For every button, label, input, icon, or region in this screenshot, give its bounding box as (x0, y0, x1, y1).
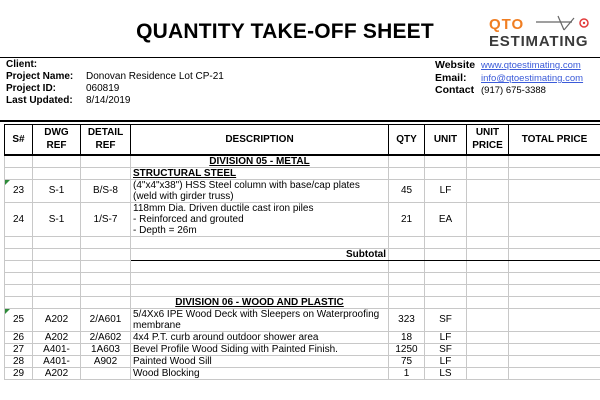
row-description: Wood Blocking (131, 367, 389, 379)
row-sno: 27 (5, 343, 33, 355)
row-dwg-ref: A202 (33, 331, 81, 343)
table-row[interactable] (5, 367, 600, 379)
structural-steel-heading: STRUCTURAL STEEL (131, 167, 389, 179)
table-row[interactable] (5, 355, 600, 367)
row-unit: LF (425, 179, 467, 202)
website-label: Website (435, 59, 476, 71)
row-total-price[interactable] (509, 179, 600, 202)
desc-line: - Reinforced and grouted (133, 213, 244, 225)
table-header-row (5, 125, 600, 155)
empty-row (5, 284, 600, 296)
row-sno: 23 (5, 179, 33, 202)
sheet-title: QUANTITY TAKE-OFF SHEET (136, 20, 434, 43)
row-description (131, 308, 389, 331)
row-qty: 1 (389, 367, 425, 379)
row-qty: 323 (389, 308, 425, 331)
row-unit-price[interactable] (467, 367, 509, 379)
table-row[interactable] (5, 202, 600, 236)
takeoff-table (4, 124, 600, 380)
empty-row (5, 236, 600, 248)
row-qty: 1250 (389, 343, 425, 355)
row-detail-ref: 2/A601 (81, 308, 131, 331)
row-unit: LS (425, 367, 467, 379)
row-total-price[interactable] (509, 367, 600, 379)
row-unit: EA (425, 202, 467, 236)
row-unit-price[interactable] (467, 308, 509, 331)
empty-row (5, 272, 600, 284)
row-qty: 75 (389, 355, 425, 367)
table-row[interactable] (5, 179, 600, 202)
desc-line: 5/4Xx6 IPE Wood Deck with Sleepers on Waterproofing (133, 308, 380, 320)
logo-text-estimating: ESTIMATING (489, 33, 589, 50)
col-header-unit-price: UNIT PRICE (467, 125, 509, 155)
row-dwg-ref: A401- (33, 355, 81, 367)
row-total-price[interactable] (509, 355, 600, 367)
row-detail-ref: 1A603 (81, 343, 131, 355)
row-detail-ref (81, 367, 131, 379)
row-description (131, 202, 389, 236)
email-link[interactable]: info@qtoestimating.com (481, 73, 584, 84)
row-unit: LF (425, 331, 467, 343)
email-label: Email: (435, 72, 467, 84)
last-updated-label: Last Updated: (6, 95, 73, 106)
row-unit-price[interactable] (467, 331, 509, 343)
subtotal-value[interactable] (509, 248, 600, 260)
row-sno: 29 (5, 367, 33, 379)
row-unit-price[interactable] (467, 355, 509, 367)
table-row[interactable] (5, 331, 600, 343)
division-05-heading: DIVISION 05 - METAL (131, 155, 389, 168)
desc-line: 118mm Dia. Driven ductile cast iron piles (133, 202, 314, 214)
last-updated-value: 8/14/2019 (86, 95, 131, 106)
row-total-price[interactable] (509, 308, 600, 331)
col-header-qty: QTY (389, 125, 425, 155)
row-description: 4x4 P.T. curb around outdoor shower area (131, 331, 389, 343)
row-detail-ref: 2/A602 (81, 331, 131, 343)
table-row[interactable] (5, 308, 600, 331)
project-id-value: 060819 (86, 83, 120, 94)
row-unit-price[interactable] (467, 179, 509, 202)
logo-drafting-icon (534, 14, 594, 34)
row-qty: 21 (389, 202, 425, 236)
desc-line: (4"x4"x38") HSS Steel column with base/cap plates (133, 179, 360, 191)
row-unit-price[interactable] (467, 343, 509, 355)
project-info (0, 58, 600, 122)
row-sno: 24 (5, 202, 33, 236)
col-header-total-price: TOTAL PRICE (509, 125, 600, 155)
row-description: Painted Wood Sill (131, 355, 389, 367)
row-sno: 26 (5, 331, 33, 343)
empty-row (5, 260, 600, 272)
row-qty: 18 (389, 331, 425, 343)
row-dwg-ref: S-1 (33, 202, 81, 236)
division-row (5, 296, 600, 308)
row-total-price[interactable] (509, 202, 600, 236)
contact-value: (917) 675-3388 (481, 85, 546, 96)
qto-logo (486, 14, 596, 54)
row-qty: 45 (389, 179, 425, 202)
row-sno: 28 (5, 355, 33, 367)
logo-text-qto: QTO (489, 16, 525, 33)
row-dwg-ref: A202 (33, 367, 81, 379)
section-row (5, 167, 600, 179)
division-row (5, 155, 600, 168)
sheet-header (0, 0, 600, 58)
desc-line: membrane (133, 319, 181, 331)
client-label: Client: (6, 59, 38, 70)
division-06-heading: DIVISION 06 - WOOD AND PLASTIC (131, 296, 389, 308)
project-name-label: Project Name: (6, 71, 74, 82)
desc-line: (weld with girder truss) (133, 190, 234, 202)
row-description: Bevel Profile Wood Siding with Painted Finish. (131, 343, 389, 355)
website-link[interactable]: www.qtoestimating.com (481, 60, 581, 71)
col-header-dwg-ref: DWG REF (33, 125, 81, 155)
col-header-sno: S# (5, 125, 33, 155)
project-name-value: Donovan Residence Lot CP-21 (86, 71, 224, 82)
row-total-price[interactable] (509, 331, 600, 343)
row-dwg-ref: S-1 (33, 179, 81, 202)
row-detail-ref: 1/S-7 (81, 202, 131, 236)
row-description (131, 179, 389, 202)
row-unit: SF (425, 343, 467, 355)
row-unit: LF (425, 355, 467, 367)
row-sno: 25 (5, 308, 33, 331)
project-id-label: Project ID: (6, 83, 57, 94)
table-row[interactable] (5, 343, 600, 355)
row-unit: SF (425, 308, 467, 331)
contact-label: Contact (435, 84, 475, 96)
desc-line: - Depth = 26m (133, 224, 197, 236)
row-dwg-ref: A401- (33, 343, 81, 355)
row-unit-price[interactable] (467, 202, 509, 236)
subtotal-label: Subtotal (131, 248, 389, 260)
row-total-price[interactable] (509, 343, 600, 355)
col-header-detail-ref: DETAIL REF (81, 125, 131, 155)
col-header-unit: UNIT (425, 125, 467, 155)
col-header-description: DESCRIPTION (131, 125, 389, 155)
row-dwg-ref: A202 (33, 308, 81, 331)
row-detail-ref: B/S-8 (81, 179, 131, 202)
row-detail-ref: A902 (81, 355, 131, 367)
subtotal-row (5, 248, 600, 260)
